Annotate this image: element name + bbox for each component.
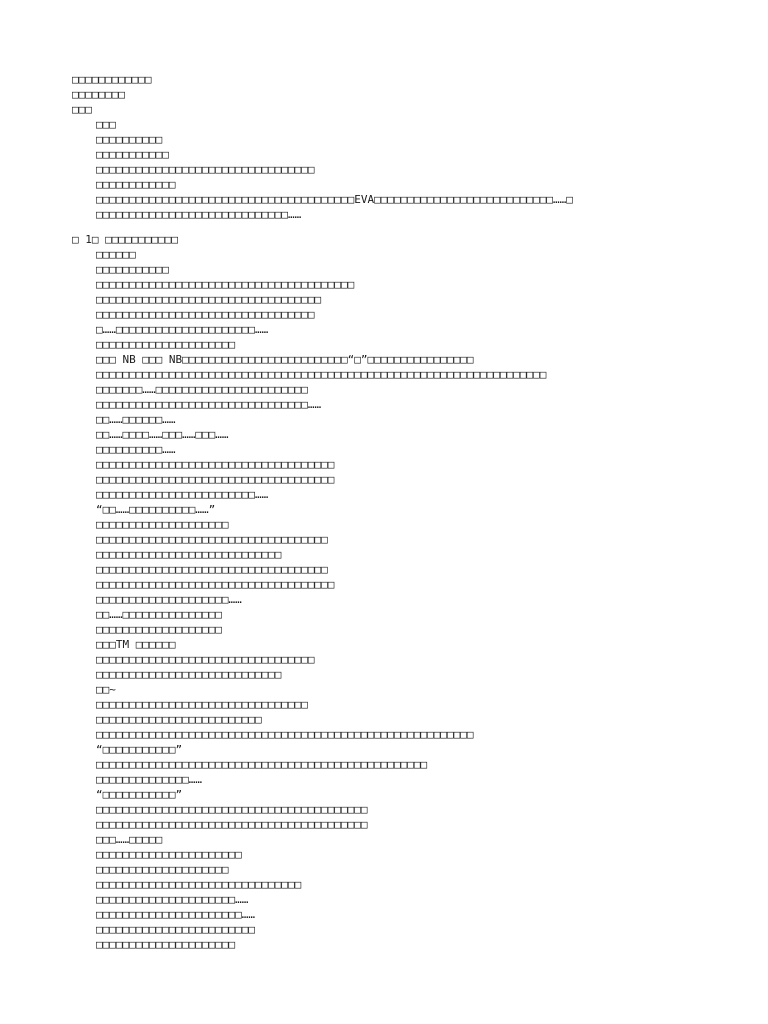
intro-line: □□□□□□□□□□□□□□□□□□□□□□□□□□□□□□□□□□□□□□□EVA□□□□□□□□□□□□□□□□□□□□□□□□□□□……□ (96, 193, 573, 206)
body-line: □□□□□□□□□□□□□□□□□□□□□□□□□□□□□□□□□□□ (96, 563, 328, 576)
body-line: □□……□□□□□□…… (96, 413, 176, 426)
body-line: □□□□□□□□□□□□□□□□□□□□□□□□□□□□□□□□□□□ (96, 533, 328, 546)
document-body (72, 72, 752, 952)
body-line: □□□□□□ (96, 248, 136, 261)
body-line: □□□□□□□□□□□□□□□□□□□□□□□□…… (96, 488, 269, 501)
body-line: “□□……□□□□□□□□□□……” (96, 503, 216, 516)
intro-line: □□□□□□□□□□□□□□□□□□□□□□□□□□□□□…… (96, 208, 302, 221)
body-line: □□□□□□□□□□□□□□□□□□□□□□□□□□□□□□□□□□□□□□□□□□□□□□□□□□□□□□□□□□□□□□□□□□□□ (96, 368, 547, 381)
document-header (72, 72, 752, 117)
header-line: □□□□□□□□□□□□ (72, 73, 152, 86)
body-line: □□□□□□□□□□□□□□□□□□□□□□□□□□□□□□□□□□□□ (96, 578, 335, 591)
body-line: □□□□□□□□□□□□□□□□□□□□□□□□□□□□□□□□□□ (96, 293, 322, 306)
body-line: □□□□□□□□□□□□□□□□□□□□□□□□□□□□□□□□ (96, 698, 308, 711)
intro-line: □□□□□□□□□□□□ (96, 178, 176, 191)
body-line: □□□TM □□□□□□ (96, 638, 176, 651)
body-line: □□□□□□□□□□□□□□□□□□□□□□□□□ (96, 713, 262, 726)
body-line: □□□□□□□□□□□□□□□□□□□□□…… (96, 893, 249, 906)
body-line: “□□□□□□□□□□□” (96, 788, 183, 801)
body-line: □□□□□□□□□□□□□□□□□□□ (96, 623, 222, 636)
intro-line: □□□□□□□□□□□□□□□□□□□□□□□□□□□□□□□□□ (96, 163, 315, 176)
intro-line: □□□□□□□□□□ (96, 133, 163, 146)
body-line: □□□ NB □□□ NB□□□□□□□□□□□□□□□□□□□□□□□□□“□”□□□□□□□□□□□□□□□□ (96, 353, 474, 366)
body-line: □□□□□□□□□□□□□□□□□□□□□□□□□□□□□□□□□□□□□□□ (96, 278, 355, 291)
body-line: □□□□□□□□□□□□□□□□□□□□□ (96, 938, 236, 951)
body-line: □□□□□□□□□□□□□□□□□□□□□□□□□□□□ (96, 668, 282, 681)
body-line: □□□□□□□……□□□□□□□□□□□□□□□□□□□□□□□ (96, 383, 308, 396)
chapter-body (72, 247, 752, 952)
intro-line: □□□ (96, 118, 116, 131)
body-line: □□□□□□□□□□□□□□□□□□□□□□□□□□□□□□□□□ (96, 308, 315, 321)
body-line: □□□□□□□□□□□□□□□□□□□□□□□□□□□□□□□□□ (96, 653, 315, 666)
body-line: □□□□□□□□□□□□□□□□□□□□□ (96, 338, 236, 351)
body-line: □□□……□□□□□ (96, 833, 163, 846)
body-line: □□□□□□□□□□□ (96, 263, 169, 276)
body-line: □□□□□□□□□□□□□□□□□□□□□□□□□□□□ (96, 548, 282, 561)
intro-block (72, 117, 752, 222)
body-line: □□□□□□□□□□□□□□□□□□□□□□□□□□□□□□□□□□□□□□□□□□□□□□□□□□□□□□□□□ (96, 728, 474, 741)
body-line: □□□□□□□□□□□□□□□□□□□□□□□□□□□□□□□□…… (96, 398, 322, 411)
body-line: “□□□□□□□□□□□” (96, 743, 183, 756)
body-line: □□□□□□□□□□□□□□□□□□□□…… (96, 593, 242, 606)
body-line: □□……□□□□□□□□□□□□□□□ (96, 608, 222, 621)
header-line: □□□ (72, 103, 92, 116)
body-line: □□□□□□□□□□□□□□□□□□□□□□…… (96, 908, 255, 921)
header-line: □□□□□□□□ (72, 88, 125, 101)
body-line: □□□□□□□□□□□□□□…… (96, 773, 202, 786)
body-line: □□□□□□□□□□□□□□□□□□□□ (96, 863, 229, 876)
chapter-heading: □ 1□ □□□□□□□□□□□ (72, 233, 178, 246)
body-line: □□□□□□□□□□□□□□□□□□□□ (96, 518, 229, 531)
body-line: □□□□□□□□□□□□□□□□□□□□□□□□□□□□□□□□□□□□ (96, 473, 335, 486)
body-line: □□~ (96, 683, 116, 696)
body-line: □□□□□□□□□□□□□□□□□□□□□□□□□□□□□□□□□□□□□□□□□ (96, 818, 368, 831)
body-line: □□□□□□□□□□□□□□□□□□□□□□□□□□□□□□□□□□□□□□□□□□□□□□□□□□ (96, 758, 428, 771)
body-line: □□□□□□□□□□□□□□□□□□□□□□□□□□□□□□□□□□□□□□□□□ (96, 803, 368, 816)
body-line: □……□□□□□□□□□□□□□□□□□□□□□…… (96, 323, 269, 336)
body-line: □□□□□□□□□□□□□□□□□□□□□□□□□□□□□□□ (96, 878, 302, 891)
body-line: □□□□□□□□□□…… (96, 443, 176, 456)
body-line: □□□□□□□□□□□□□□□□□□□□□□□□□□□□□□□□□□□□ (96, 458, 335, 471)
body-line: □□……□□□□……□□□……□□□…… (96, 428, 229, 441)
body-line: □□□□□□□□□□□□□□□□□□□□□□□□ (96, 923, 255, 936)
intro-line: □□□□□□□□□□□ (96, 148, 169, 161)
body-line: □□□□□□□□□□□□□□□□□□□□□□ (96, 848, 242, 861)
